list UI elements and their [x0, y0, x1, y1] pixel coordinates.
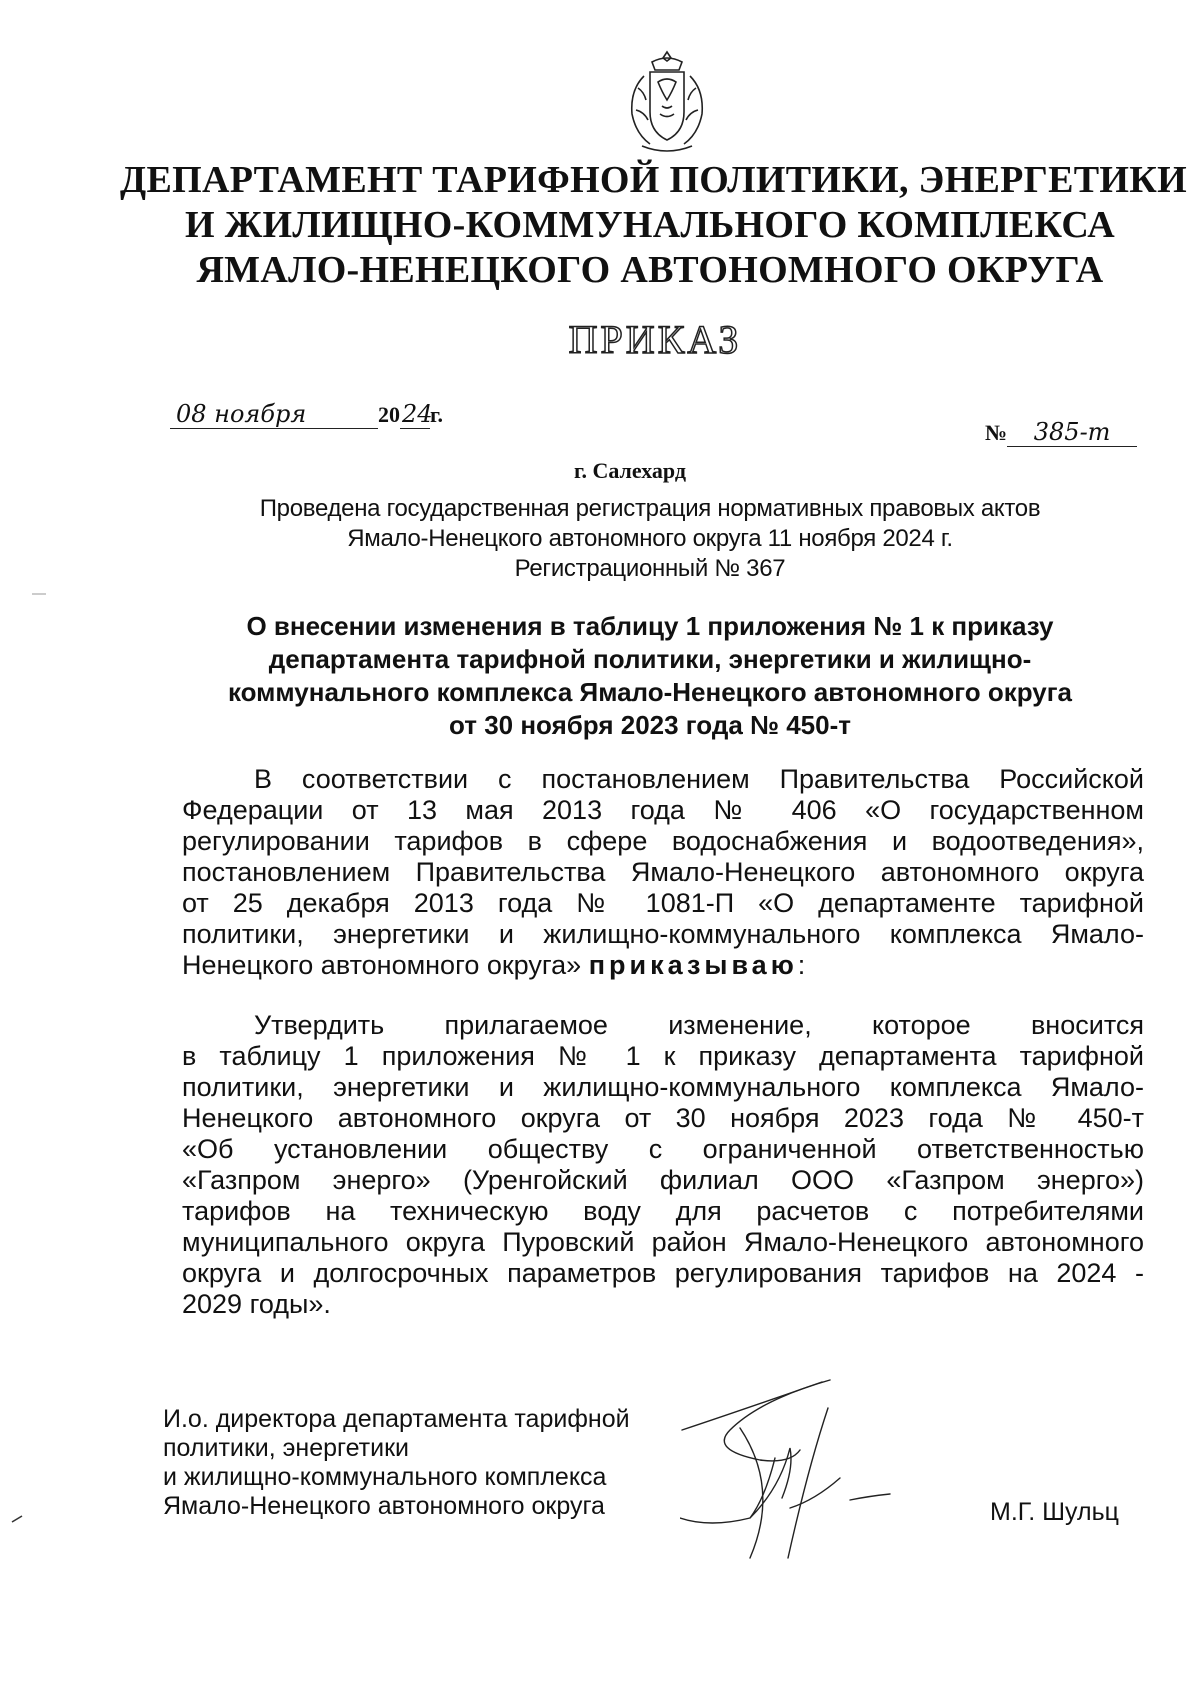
signer-title-line: И.о. директора департамента тарифной: [163, 1405, 630, 1433]
paragraph-line: тарифов на техническую воду для расчетов с потребителями: [182, 1196, 1144, 1226]
registration-line: Ямало-Ненецкого автономного округа 11 ноября 2024 г.: [347, 525, 953, 552]
document-date: [170, 400, 443, 429]
document-subject: [170, 610, 1130, 742]
paragraph-line: постановлением Правительства Ямало-Ненецкого автономного округа: [182, 857, 1144, 887]
paragraph-line: округа и долгосрочных параметров регулирования тарифов на 2024 -: [182, 1258, 1144, 1288]
registration-line: Регистрационный № 367: [514, 555, 786, 582]
paragraph-line: от 25 декабря 2013 года № 1081-П «О департаменте тарифной: [182, 888, 1144, 918]
subject-line: департамента тарифной политики, энергетики и жилищно-: [268, 644, 1032, 674]
preamble-paragraph: [182, 764, 1144, 981]
department-title-line: И ЖИЛИЩНО-КОММУНАЛЬНОГО КОМПЛЕКСА: [185, 204, 1115, 246]
subject-line: от 30 ноября 2023 года № 450-т: [449, 710, 851, 740]
document-number: [985, 418, 1137, 447]
paragraph-line: Федерации от 13 мая 2013 года № 406 «О государственном: [182, 795, 1144, 825]
paragraph-line: Утвердить прилагаемое изменение, которое вносится: [254, 1010, 1144, 1040]
signer-title-line: политики, энергетики: [163, 1434, 409, 1462]
paragraph-line: «Газпром энерго» (Уренгойский филиал ООО «Газпром энерго»): [182, 1165, 1144, 1195]
signature-icon: [680, 1368, 960, 1568]
paragraph-line: 2029 годы».: [182, 1289, 331, 1319]
scan-mark-icon: [30, 590, 50, 598]
number-label: №: [985, 420, 1008, 445]
paragraph-line: муниципального округа Пуровский район Ямало-Ненецкого автономного: [182, 1227, 1144, 1257]
paragraph-line: Ненецкого автономного округа от 30 ноября 2023 года № 450-т: [182, 1103, 1144, 1133]
paragraph-line-text: Ненецкого автономного округа»: [182, 950, 582, 980]
department-title: [120, 158, 1187, 293]
signer-title-line: Ямало-Ненецкого автономного округа: [163, 1492, 605, 1520]
signer-title: [163, 1405, 630, 1521]
signer-title-line: и жилищно-коммунального комплекса: [163, 1463, 607, 1491]
registration-line: Проведена государственная регистрация нормативных правовых актов: [259, 495, 1041, 522]
paragraph-line: в таблицу 1 приложения № 1 к приказу департамента тарифной: [182, 1041, 1144, 1071]
paragraph-line: «Об установлении обществу с ограниченной ответственностью: [182, 1134, 1144, 1164]
paragraph-line-end: :: [797, 950, 806, 980]
operative-paragraph: [182, 1010, 1144, 1320]
paragraph-last-line: [182, 950, 1144, 981]
city: г. Салехард: [573, 458, 687, 483]
department-title-line: ДЕПАРТАМЕНТ ТАРИФНОЙ ПОЛИТИКИ, ЭНЕРГЕТИКИ: [120, 159, 1187, 201]
year-prefix: 20: [378, 402, 400, 427]
paragraph-line: регулировании тарифов в сфере водоснабжения и водоотведения»,: [182, 826, 1144, 856]
paragraph-line: В соответствии с постановлением Правительства Российской: [254, 764, 1144, 794]
coat-of-arms-icon: [622, 48, 712, 156]
registration-note: [190, 494, 1110, 584]
subject-line: коммунального комплекса Ямало-Ненецкого автономного округа: [227, 677, 1073, 707]
handwritten-year: 24: [402, 400, 433, 428]
handwritten-number: 385-т: [1007, 418, 1137, 447]
scan-mark-icon: [10, 1510, 26, 1526]
document-kind: ПРИКАЗ: [568, 317, 742, 362]
order-word: приказываю: [588, 950, 798, 980]
handwritten-date: 08 ноября: [170, 400, 378, 429]
paragraph-line: политики, энергетики и жилищно-коммунального комплекса Ямало-: [182, 919, 1144, 949]
paragraph-line: политики, энергетики и жилищно-коммунального комплекса Ямало-: [182, 1072, 1144, 1102]
year-suffix: г.: [430, 402, 444, 427]
subject-line: О внесении изменения в таблицу 1 приложения № 1 к приказу: [246, 611, 1054, 641]
signer-name: М.Г. Шульц: [990, 1498, 1119, 1526]
department-title-line: ЯМАЛО-НЕНЕЦКОГО АВТОНОМНОГО ОКРУГА: [196, 249, 1104, 291]
